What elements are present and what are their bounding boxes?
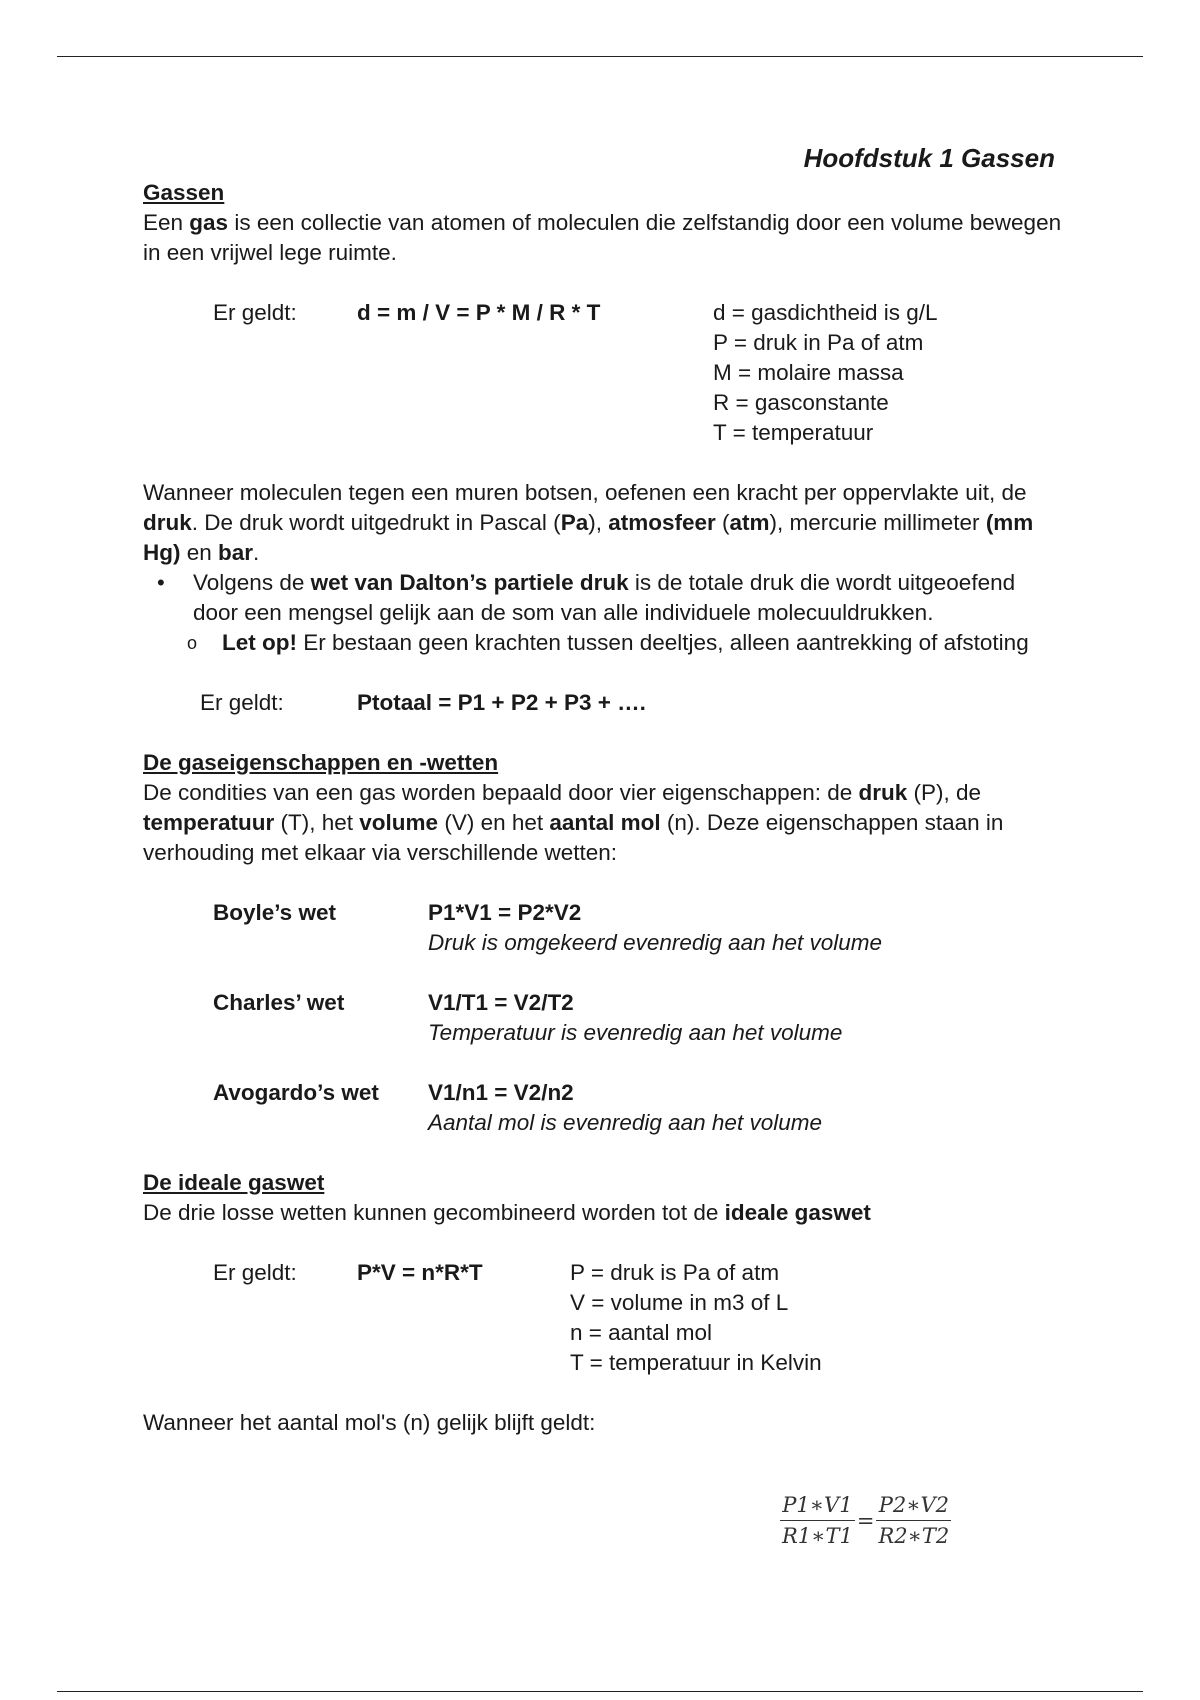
combined-gas-equation xyxy=(780,1492,951,1549)
law-avogadro xyxy=(143,1078,1063,1168)
section-heading-gassen: Gassen xyxy=(143,180,225,205)
fraction-denominator: R2∗T2 xyxy=(878,1524,950,1548)
text: . De druk wordt uitgedrukt in Pascal ( xyxy=(191,510,561,535)
page-title: Hoofdstuk 1 Gassen xyxy=(803,143,1055,173)
text: ), mercurie millimeter xyxy=(769,510,986,535)
term: atm xyxy=(729,510,770,535)
legend-item: P = druk in Pa of atm xyxy=(713,330,924,355)
law-formula: V1/n1 = V2/n2 xyxy=(428,1080,574,1105)
law-name: Avogardo’s wet xyxy=(213,1080,379,1105)
fraction-right xyxy=(876,1492,951,1549)
term: atmosfeer xyxy=(608,510,716,535)
term: Pa xyxy=(560,510,589,535)
text: (n). Deze eigenschappen staan in verhouding met elkaar via verschillende wetten: xyxy=(143,810,1004,865)
list-item xyxy=(143,568,1063,628)
term: (mm Hg) xyxy=(143,510,1034,565)
bottom-rule xyxy=(57,1691,1143,1692)
bullet-list xyxy=(143,568,1063,628)
density-legend xyxy=(713,298,938,448)
ideal-gas-paragraph xyxy=(143,1198,1063,1228)
term-dalton: wet van Dalton’s partiele druk xyxy=(310,570,629,595)
term-gas: gas xyxy=(189,210,229,235)
ptotal-formula: Ptotaal = P1 + P2 + P3 + …. xyxy=(357,690,646,715)
legend-item: T = temperatuur xyxy=(713,420,874,445)
text: Een xyxy=(143,210,190,235)
law-name: Charles’ wet xyxy=(213,990,345,1015)
legend-item: T = temperatuur in Kelvin xyxy=(570,1350,822,1375)
term: temperatuur xyxy=(143,810,275,835)
constant-moles-line: Wanneer het aantal mol's (n) gelijk blijft geldt: xyxy=(143,1410,596,1435)
ptotal-formula-block xyxy=(143,688,1063,718)
fraction-denominator: R1∗T1 xyxy=(782,1524,853,1548)
text: Wanneer moleculen tegen een muren botsen, oefenen een kracht per oppervlakte uit, de xyxy=(143,480,1027,505)
properties-paragraph xyxy=(143,778,1063,868)
fraction-numerator: P1∗V1 xyxy=(780,1492,855,1521)
term: aantal mol xyxy=(549,810,661,835)
text: is de totale druk die wordt uitgeoefend door een mengsel gelijk aan de som van alle individuele molecuuldrukken. xyxy=(193,570,1016,625)
term: druk xyxy=(858,780,908,805)
text: (P), de xyxy=(907,780,982,805)
term: bar xyxy=(218,540,254,565)
ideal-gas-legend xyxy=(570,1258,822,1378)
er-geldt-label: Er geldt: xyxy=(200,690,284,715)
fraction-numerator: P2∗V2 xyxy=(876,1492,951,1521)
top-rule xyxy=(57,56,1143,57)
document-body xyxy=(143,178,1063,1438)
section-heading-gaswetten: De gaseigenschappen en -wetten xyxy=(143,750,499,775)
law-name: Boyle’s wet xyxy=(213,900,336,925)
equals-sign: = xyxy=(856,1508,875,1533)
ideal-gas-formula: P*V = n*R*T xyxy=(357,1260,483,1285)
legend-item: P = druk is Pa of atm xyxy=(570,1260,780,1285)
density-formula: d = m / V = P * M / R * T xyxy=(357,300,601,325)
legend-item: R = gasconstante xyxy=(713,390,889,415)
pressure-paragraph xyxy=(143,478,1063,568)
text: en xyxy=(180,540,219,565)
text: is een collectie van atomen of moleculen die zelfstandig door een volume bewegen in een vrijwel lege ruimte. xyxy=(143,210,1062,265)
text: . xyxy=(253,540,260,565)
density-formula-block xyxy=(143,298,1063,448)
term: volume xyxy=(359,810,439,835)
text: De condities van een gas worden bepaald door vier eigenschappen: de xyxy=(143,780,859,805)
section-heading-ideale-gaswet: De ideale gaswet xyxy=(143,1170,325,1195)
law-description: Aantal mol is evenredig aan het volume xyxy=(428,1110,822,1135)
law-description: Temperatuur is evenredig aan het volume xyxy=(428,1020,843,1045)
law-description: Druk is omgekeerd evenredig aan het volume xyxy=(428,930,882,955)
intro-paragraph xyxy=(143,208,1063,268)
legend-item: V = volume in m3 of L xyxy=(570,1290,789,1315)
text: (V) en het xyxy=(438,810,550,835)
text: De drie losse wetten kunnen gecombineerd worden tot de xyxy=(143,1200,725,1225)
law-formula: V1/T1 = V2/T2 xyxy=(428,990,574,1015)
law-boyle xyxy=(143,898,1063,988)
text: (T), het xyxy=(274,810,360,835)
law-formula: P1*V1 = P2*V2 xyxy=(428,900,582,925)
text: ( xyxy=(715,510,730,535)
sub-list-item xyxy=(143,628,1063,658)
legend-item: M = molaire massa xyxy=(713,360,904,385)
text: ), xyxy=(588,510,609,535)
fraction-left xyxy=(780,1492,855,1549)
legend-item: d = gasdichtheid is g/L xyxy=(713,300,938,325)
circle-bullet-icon: o xyxy=(187,633,198,653)
text: Er bestaan geen krachten tussen deeltjes, alleen aantrekking of afstoting xyxy=(296,630,1029,655)
term-ideale-gaswet: ideale gaswet xyxy=(724,1200,871,1225)
law-charles xyxy=(143,988,1063,1078)
term: druk xyxy=(143,510,192,535)
bullet-icon: • xyxy=(157,570,165,595)
ideal-gas-formula-block xyxy=(143,1258,1063,1378)
text: Volgens de xyxy=(193,570,311,595)
er-geldt-label: Er geldt: xyxy=(213,1260,297,1285)
er-geldt-label: Er geldt: xyxy=(213,300,297,325)
note-label: Let op! xyxy=(222,630,297,655)
legend-item: n = aantal mol xyxy=(570,1320,712,1345)
